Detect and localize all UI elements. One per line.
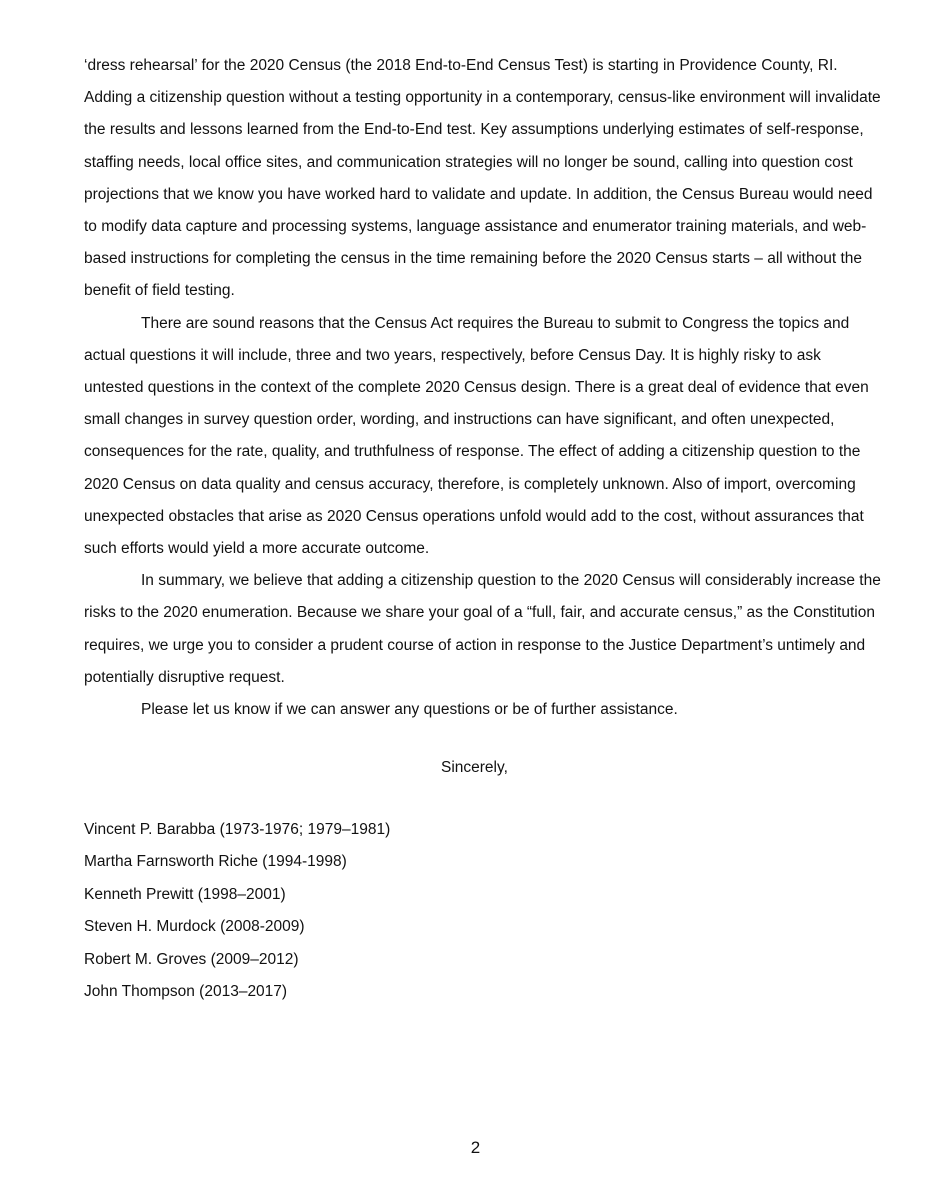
page-number: 2: [470, 1138, 481, 1157]
paragraph-assistance: Please let us know if we can answer any questions or be of further assistance.: [141, 701, 678, 719]
signatory-name: Martha Farnsworth Riche (1994-1998): [84, 853, 347, 871]
letter-body: [84, 50, 884, 726]
signatory-name: Steven H. Murdock (2008-2009): [84, 918, 305, 936]
closing-salutation: Sincerely,: [441, 759, 508, 776]
signatory-name: Robert M. Groves (2009–2012): [84, 950, 299, 968]
paragraph-census-act: There are sound reasons that the Census Act requires the Bureau to submit to Congress the topics and actual questions it will include, three and two years, respectively, before Census Day. It is highly risky to ask untested questions in the context of the complete 2020 Census design. There is a great deal of evidence that even small changes in survey question order, wording, and instructions can have significant, and often unexpected, consequences for the rate, quality, and truthfulness of response. The effect of adding a citizenship question to the 2020 Census on data quality and census accuracy, therefore, is completely unknown. Also of import, overcoming unexpected obstacles that arise as 2020 Census operations unfold would add to the cost, without assurances that such efforts would yield a more accurate outcome.: [84, 314, 869, 558]
signatory-name: Vincent P. Barabba (1973-1976; 1979–1981): [84, 821, 391, 838]
paragraph-summary: In summary, we believe that adding a citizenship question to the 2020 Census will considerably increase the risks to the 2020 enumeration. Because we share your goal of a “full, fair, and accurate census,” as the Constitution requires, we urge you to consider a prudent course of action in response to the Justice Department’s untimely and potentially disruptive request.: [84, 572, 881, 686]
signatory-name: Kenneth Prewitt (1998–2001): [84, 885, 286, 903]
signatory-list: [84, 814, 390, 1008]
signatory-name: John Thompson (2013–2017): [84, 983, 288, 1001]
paragraph-continued: ‘dress rehearsal’ for the 2020 Census (the 2018 End-to-End Census Test) is starting in Providence County, RI. Adding a citizenship question without a testing opportunity in a contemporary, census-like environment will invalidate the results and lessons learned from the End-to-End test. Key assumptions underlying estimates of self-response, staffing needs, local office sites, and communication strategies will no longer be sound, calling into question cost projections that we know you have worked hard to validate and update. In addition, the Census Bureau would need to modify data capture and processing systems, language assistance and enumerator training materials, and web-based instructions for completing the census in the time remaining before the 2020 Census starts – all without the benefit of field testing.: [84, 57, 881, 300]
